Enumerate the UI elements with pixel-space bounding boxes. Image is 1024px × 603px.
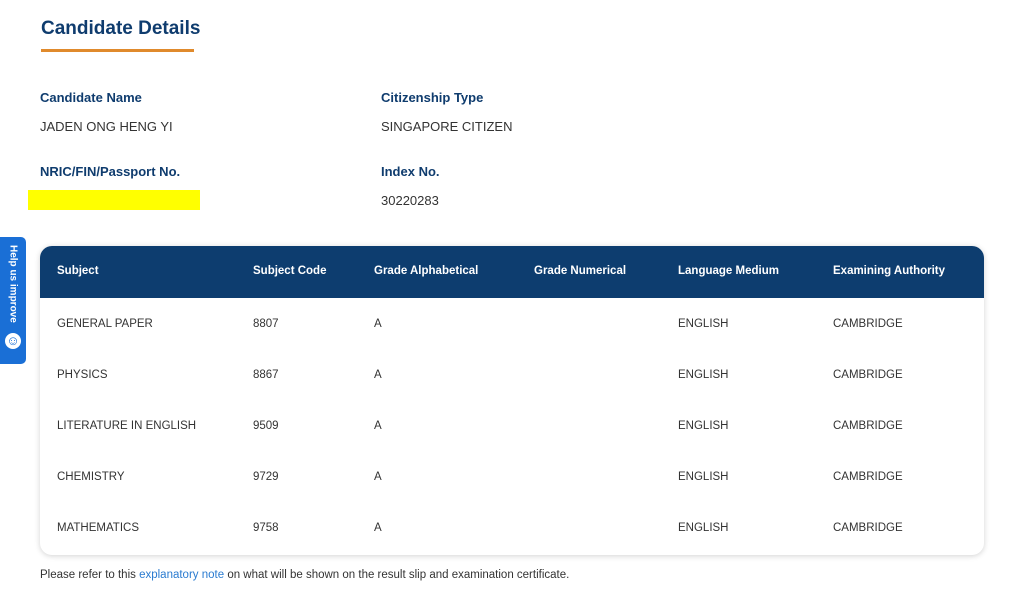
header-language-medium: Language Medium: [678, 265, 779, 277]
cell-subject: GENERAL PAPER: [57, 318, 153, 330]
cell-subject: CHEMISTRY: [57, 471, 125, 483]
smiley-icon: ☺: [6, 333, 20, 348]
table-row: [40, 349, 984, 400]
cell-language-medium: ENGLISH: [678, 318, 729, 330]
title-underline: [41, 49, 194, 52]
cell-subject-code: 9729: [253, 471, 279, 483]
cell-examining-authority: CAMBRIDGE: [833, 369, 903, 381]
cell-language-medium: ENGLISH: [678, 369, 729, 381]
cell-subject-code: 9509: [253, 420, 279, 432]
cell-grade-alphabetical: A: [374, 522, 382, 534]
index-no-label: Index No.: [381, 164, 440, 179]
candidate-name-value: JADEN ONG HENG YI: [40, 119, 173, 134]
cell-language-medium: ENGLISH: [678, 471, 729, 483]
page-title: Candidate Details: [41, 18, 201, 39]
results-table: [40, 246, 984, 555]
cell-grade-alphabetical: A: [374, 318, 382, 330]
table-row: [40, 451, 984, 502]
cell-examining-authority: CAMBRIDGE: [833, 522, 903, 534]
feedback-tab[interactable]: [0, 237, 26, 364]
cell-grade-alphabetical: A: [374, 420, 382, 432]
footnote: [40, 569, 569, 581]
nric-value-redacted: [28, 190, 200, 210]
cell-subject: LITERATURE IN ENGLISH: [57, 420, 197, 432]
feedback-label: Help us improve: [7, 245, 19, 323]
header-grade-numerical: Grade Numerical: [534, 265, 627, 277]
cell-language-medium: ENGLISH: [678, 522, 729, 534]
citizenship-type-label: Citizenship Type: [381, 90, 484, 105]
header-subject-code: Subject Code: [253, 265, 327, 277]
header-examining-authority: Examining Authority: [833, 265, 946, 277]
cell-subject-code: 8867: [253, 369, 279, 381]
candidate-name-label: Candidate Name: [40, 90, 142, 105]
table-row: [40, 502, 984, 553]
cell-grade-alphabetical: A: [374, 471, 382, 483]
cell-examining-authority: CAMBRIDGE: [833, 318, 903, 330]
table-row: [40, 298, 984, 349]
index-no-value: 30220283: [381, 193, 439, 208]
cell-subject-code: 9758: [253, 522, 279, 534]
footnote-prefix: Please refer to this: [40, 569, 140, 581]
footnote-suffix: on what will be shown on the result slip and examination certificate.: [224, 569, 570, 581]
header-subject: Subject: [57, 265, 99, 277]
cell-examining-authority: CAMBRIDGE: [833, 420, 903, 432]
cell-subject: MATHEMATICS: [57, 522, 139, 534]
table-row: [40, 400, 984, 451]
nric-label: NRIC/FIN/Passport No.: [40, 164, 181, 179]
table-header: [40, 246, 984, 298]
explanatory-note-link[interactable]: explanatory note: [139, 569, 225, 581]
citizenship-type-value: SINGAPORE CITIZEN: [381, 119, 513, 134]
cell-subject-code: 8807: [253, 318, 279, 330]
cell-grade-alphabetical: A: [374, 369, 382, 381]
cell-language-medium: ENGLISH: [678, 420, 729, 432]
header-grade-alphabetical: Grade Alphabetical: [374, 265, 479, 277]
cell-subject: PHYSICS: [57, 369, 108, 381]
cell-examining-authority: CAMBRIDGE: [833, 471, 903, 483]
